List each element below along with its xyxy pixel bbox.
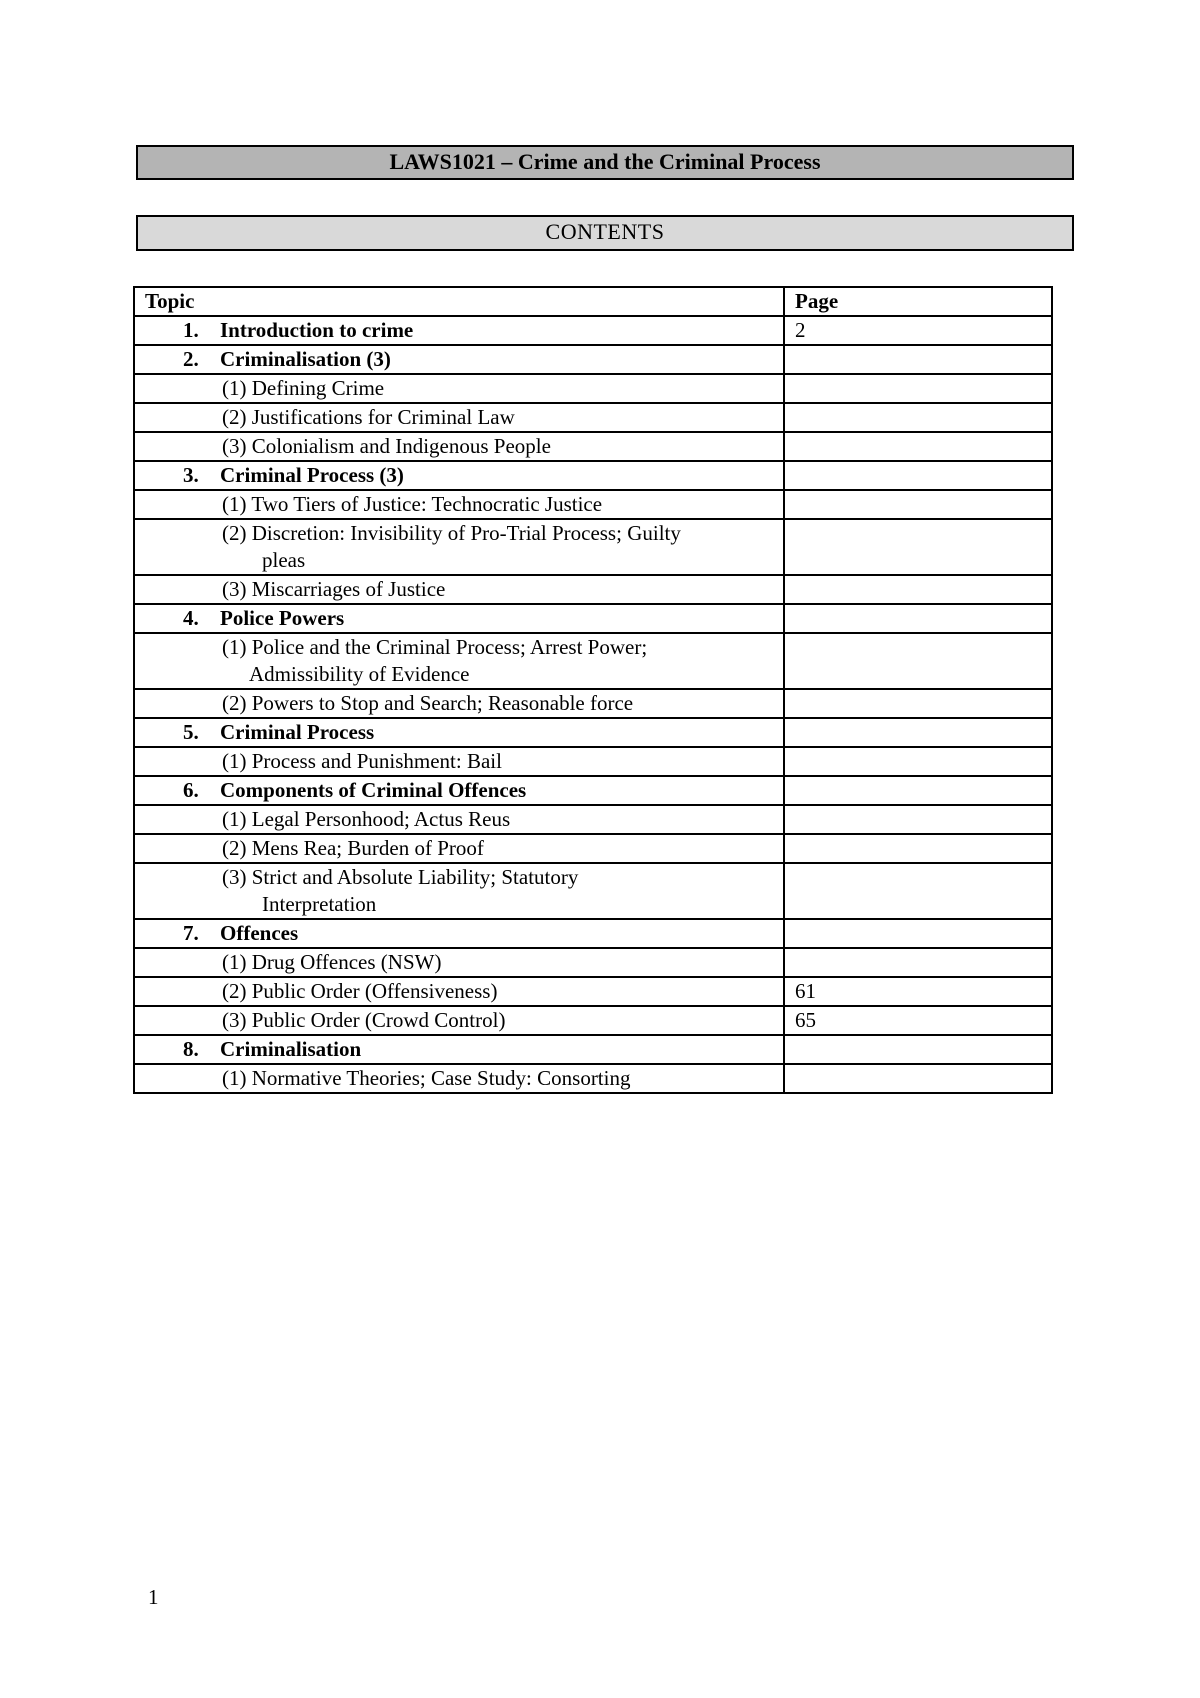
topic-cell (134, 575, 784, 604)
topic-cell (134, 948, 784, 977)
topic-title: Offences (220, 921, 299, 945)
page-cell (784, 805, 1052, 834)
topic-title: Police Powers (220, 606, 345, 630)
page-cell (784, 1035, 1052, 1064)
contents-table-body (134, 316, 1052, 1093)
page-cell (784, 633, 1052, 689)
subtopic-row (134, 374, 1052, 403)
subtopic-title: (3) Public Order (Crowd Control) (222, 1008, 506, 1032)
topic-cell (134, 432, 784, 461)
topic-row (134, 718, 1052, 747)
subtopic-row (134, 863, 1052, 919)
subtopic-title-continuation: Admissibility of Evidence (249, 662, 470, 686)
header-page: Page (784, 287, 1052, 316)
subtopic-title-continuation: pleas (262, 548, 306, 572)
subtopic-row (134, 403, 1052, 432)
page-cell: 65 (784, 1006, 1052, 1035)
page-cell (784, 519, 1052, 575)
topic-title: Criminal Process (3) (220, 463, 404, 487)
topic-cell (134, 919, 784, 948)
topic-title: Introduction to crime (220, 318, 414, 342)
topic-number: 4. (183, 606, 199, 630)
subtopic-title: (1) Two Tiers of Justice: Technocratic Justice (222, 492, 603, 516)
topic-row (134, 461, 1052, 490)
subtopic-row (134, 633, 1052, 689)
topic-title: Criminal Process (220, 720, 375, 744)
page-cell (784, 604, 1052, 633)
topic-cell (134, 1035, 784, 1064)
page-cell (784, 718, 1052, 747)
page-cell (784, 834, 1052, 863)
subtopic-title: (1) Normative Theories; Case Study: Consorting (222, 1066, 631, 1090)
topic-cell (134, 316, 784, 345)
page-cell (784, 948, 1052, 977)
contents-table (133, 286, 1053, 1094)
subtopic-title-continuation: Interpretation (262, 892, 377, 916)
topic-row (134, 604, 1052, 633)
topic-cell (134, 633, 784, 689)
subtopic-row (134, 575, 1052, 604)
topic-row (134, 776, 1052, 805)
table-header-row (134, 287, 1052, 316)
subtopic-title: (1) Defining Crime (222, 376, 385, 400)
subtopic-row (134, 490, 1052, 519)
subtopic-title: (2) Justifications for Criminal Law (222, 405, 515, 429)
topic-cell (134, 345, 784, 374)
subtopic-title: (3) Strict and Absolute Liability; Statutory (222, 865, 579, 889)
topic-cell (134, 490, 784, 519)
subtopic-row (134, 747, 1052, 776)
topic-cell (134, 604, 784, 633)
header-topic: Topic (134, 287, 784, 316)
page-cell: 2 (784, 316, 1052, 345)
page-cell (784, 776, 1052, 805)
topic-cell (134, 863, 784, 919)
topic-number: 8. (183, 1037, 199, 1061)
topic-row (134, 345, 1052, 374)
topic-row (134, 919, 1052, 948)
page-cell (784, 403, 1052, 432)
subtopic-title: (2) Public Order (Offensiveness) (222, 979, 498, 1003)
page-cell (784, 689, 1052, 718)
topic-cell (134, 834, 784, 863)
topic-row (134, 316, 1052, 345)
subtopic-title: (1) Process and Punishment: Bail (222, 749, 502, 773)
page-cell (784, 490, 1052, 519)
subtopic-title: (1) Police and the Criminal Process; Arrest Power; (222, 635, 648, 659)
page-cell (784, 432, 1052, 461)
topic-title: Components of Criminal Offences (220, 778, 527, 802)
subtopic-row (134, 1006, 1052, 1035)
subtopic-row (134, 977, 1052, 1006)
topic-number: 2. (183, 347, 199, 371)
subtopic-title: (2) Discretion: Invisibility of Pro-Trial Process; Guilty (222, 521, 681, 545)
subtopic-row (134, 689, 1052, 718)
subtopic-row (134, 805, 1052, 834)
topic-number: 7. (183, 921, 199, 945)
page-cell (784, 575, 1052, 604)
page-cell (784, 863, 1052, 919)
topic-cell (134, 977, 784, 1006)
footer-page-number: 1 (148, 1585, 159, 1609)
subtopic-row (134, 1064, 1052, 1093)
topic-cell (134, 776, 784, 805)
topic-cell (134, 718, 784, 747)
subtopic-row (134, 519, 1052, 575)
topic-number: 5. (183, 720, 199, 744)
topic-cell (134, 689, 784, 718)
subtopic-title: (3) Colonialism and Indigenous People (222, 434, 551, 458)
topic-number: 1. (183, 318, 199, 342)
page-cell: 61 (784, 977, 1052, 1006)
subtopic-title: (2) Powers to Stop and Search; Reasonable force (222, 691, 634, 715)
topic-cell (134, 403, 784, 432)
topic-cell (134, 374, 784, 403)
page-cell (784, 919, 1052, 948)
topic-cell (134, 805, 784, 834)
topic-cell (134, 747, 784, 776)
contents-heading: CONTENTS (136, 215, 1074, 251)
page-cell (784, 374, 1052, 403)
topic-cell (134, 519, 784, 575)
document-title: LAWS1021 – Crime and the Criminal Process (136, 145, 1074, 180)
topic-number: 6. (183, 778, 199, 802)
subtopic-row (134, 948, 1052, 977)
page-cell (784, 461, 1052, 490)
topic-row (134, 1035, 1052, 1064)
topic-number: 3. (183, 463, 199, 487)
subtopic-title: (3) Miscarriages of Justice (222, 577, 446, 601)
subtopic-row (134, 834, 1052, 863)
page-cell (784, 1064, 1052, 1093)
subtopic-title: (2) Mens Rea; Burden of Proof (222, 836, 484, 860)
subtopic-row (134, 432, 1052, 461)
topic-cell (134, 461, 784, 490)
topic-title: Criminalisation (3) (220, 347, 391, 371)
subtopic-title: (1) Drug Offences (NSW) (222, 950, 442, 974)
page-cell (784, 345, 1052, 374)
subtopic-title: (1) Legal Personhood; Actus Reus (222, 807, 511, 831)
topic-cell (134, 1064, 784, 1093)
topic-title: Criminalisation (220, 1037, 362, 1061)
topic-cell (134, 1006, 784, 1035)
page-cell (784, 747, 1052, 776)
